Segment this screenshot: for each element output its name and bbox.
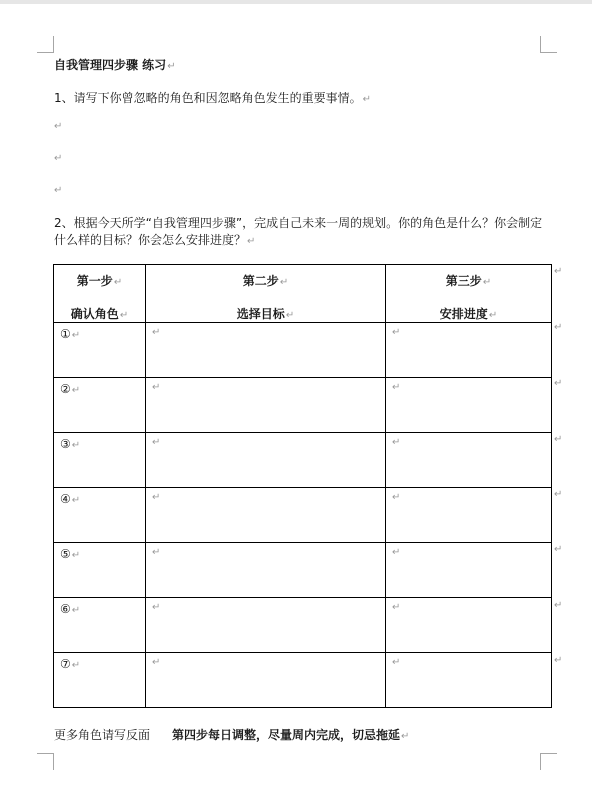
footer-line[interactable] [54, 726, 409, 743]
row-end-mark: ↵ [554, 434, 563, 445]
paragraph-mark: ↵ [279, 277, 289, 288]
paragraph-mark: ↵ [71, 385, 81, 396]
step-2-title: 选择目标 [236, 307, 285, 321]
role-cell[interactable] [54, 378, 146, 433]
question-2-text: 2、根据今天所学“自我管理四步骤”，完成自己未来一周的规划。你的角色是什么？你会制定什么样的目标？你会怎么安排进度？ [54, 216, 543, 247]
paragraph-mark: ↵ [119, 310, 129, 321]
role-cell[interactable] [54, 323, 146, 378]
row-end-mark: ↵ [554, 655, 563, 666]
row-end-mark: ↵ [554, 322, 563, 333]
schedule-cell[interactable] [386, 653, 552, 708]
header-cell-step-1[interactable] [54, 265, 146, 323]
row-number: ① [60, 327, 71, 341]
paragraph-mark: ↵ [247, 236, 256, 247]
footer-note: 更多角色请写反面 [54, 728, 151, 742]
row-number: ③ [60, 437, 71, 451]
header-cell-step-2[interactable] [146, 265, 386, 323]
planning-table [53, 264, 552, 708]
schedule-cell[interactable] [386, 598, 552, 653]
paragraph-mark: ↵ [392, 492, 401, 503]
footer-emphasis: 第四步每日调整，尽量周内完成，切忌拖延 [172, 728, 401, 742]
paragraph-mark: ↵ [488, 310, 498, 321]
step-3-label: 第三步 [445, 274, 482, 288]
table-row [54, 433, 552, 488]
paragraph-mark: ↵ [482, 277, 492, 288]
goal-cell[interactable] [146, 323, 386, 378]
paragraph-mark: ↵ [285, 310, 295, 321]
paragraph-mark: ↵ [167, 61, 176, 72]
table-row [54, 378, 552, 433]
row-end-mark: ↵ [554, 378, 563, 389]
schedule-cell[interactable] [386, 488, 552, 543]
paragraph-mark: ↵ [152, 327, 161, 338]
row-number: ② [60, 382, 71, 396]
paragraph-mark: ↵ [54, 121, 63, 132]
step-1-label: 第一步 [76, 274, 113, 288]
margin-corner-top-left [37, 36, 54, 53]
goal-cell[interactable] [146, 488, 386, 543]
row-end-mark: ↵ [554, 266, 563, 277]
table-row [54, 323, 552, 378]
row-number: ⑤ [60, 547, 71, 561]
goal-cell[interactable] [146, 543, 386, 598]
paragraph-mark: ↵ [71, 660, 81, 671]
paragraph-mark: ↵ [392, 602, 401, 613]
table-row [54, 543, 552, 598]
answer-line-1[interactable] [54, 121, 62, 132]
schedule-cell[interactable] [386, 433, 552, 488]
row-number: ⑦ [60, 657, 71, 671]
goal-cell[interactable] [146, 378, 386, 433]
paragraph-mark: ↵ [71, 550, 81, 561]
paragraph-mark: ↵ [392, 547, 401, 558]
step-2-label: 第二步 [242, 274, 279, 288]
schedule-cell[interactable] [386, 323, 552, 378]
table-row [54, 598, 552, 653]
paragraph-mark: ↵ [152, 657, 161, 668]
row-number: ④ [60, 492, 71, 506]
paragraph-mark: ↵ [401, 731, 410, 742]
step-1-title: 确认角色 [70, 307, 119, 321]
answer-line-2[interactable] [54, 153, 62, 164]
page-top-edge [0, 0, 592, 4]
answer-line-3[interactable] [54, 185, 62, 196]
question-2[interactable] [54, 215, 554, 250]
role-cell[interactable] [54, 488, 146, 543]
goal-cell[interactable] [146, 653, 386, 708]
paragraph-mark: ↵ [152, 492, 161, 503]
paragraph-mark: ↵ [54, 185, 63, 196]
role-cell[interactable] [54, 598, 146, 653]
paragraph-mark: ↵ [113, 277, 123, 288]
question-1-text: 1、请写下你曾忽略的角色和因忽略角色发生的重要事情。 [54, 91, 362, 105]
paragraph-mark: ↵ [392, 657, 401, 668]
paragraph-mark: ↵ [152, 382, 161, 393]
row-end-mark: ↵ [554, 544, 563, 555]
paragraph-mark: ↵ [71, 330, 81, 341]
margin-corner-top-right [540, 36, 557, 53]
paragraph-mark: ↵ [54, 153, 63, 164]
role-cell[interactable] [54, 433, 146, 488]
goal-cell[interactable] [146, 598, 386, 653]
table-row [54, 488, 552, 543]
paragraph-mark: ↵ [392, 382, 401, 393]
row-end-mark: ↵ [554, 489, 563, 500]
table-row [54, 653, 552, 708]
header-cell-step-3[interactable] [386, 265, 552, 323]
row-end-mark: ↵ [554, 600, 563, 611]
step-3-title: 安排进度 [439, 307, 488, 321]
worksheet-title-text: 自我管理四步骤 练习 [54, 58, 167, 72]
paragraph-mark: ↵ [392, 437, 401, 448]
margin-corner-bottom-left [37, 753, 54, 770]
worksheet-title[interactable] [54, 56, 176, 73]
goal-cell[interactable] [146, 433, 386, 488]
margin-corner-bottom-right [540, 753, 557, 770]
schedule-cell[interactable] [386, 543, 552, 598]
paragraph-mark: ↵ [152, 602, 161, 613]
role-cell[interactable] [54, 543, 146, 598]
paragraph-mark: ↵ [362, 94, 372, 105]
paragraph-mark: ↵ [152, 547, 161, 558]
paragraph-mark: ↵ [71, 440, 81, 451]
paragraph-mark: ↵ [392, 327, 401, 338]
paragraph-mark: ↵ [71, 605, 81, 616]
question-1[interactable] [54, 89, 371, 106]
paragraph-mark: ↵ [71, 495, 81, 506]
schedule-cell[interactable] [386, 378, 552, 433]
table-header-row [54, 265, 552, 323]
paragraph-mark: ↵ [152, 437, 161, 448]
row-number: ⑥ [60, 602, 71, 616]
role-cell[interactable] [54, 653, 146, 708]
